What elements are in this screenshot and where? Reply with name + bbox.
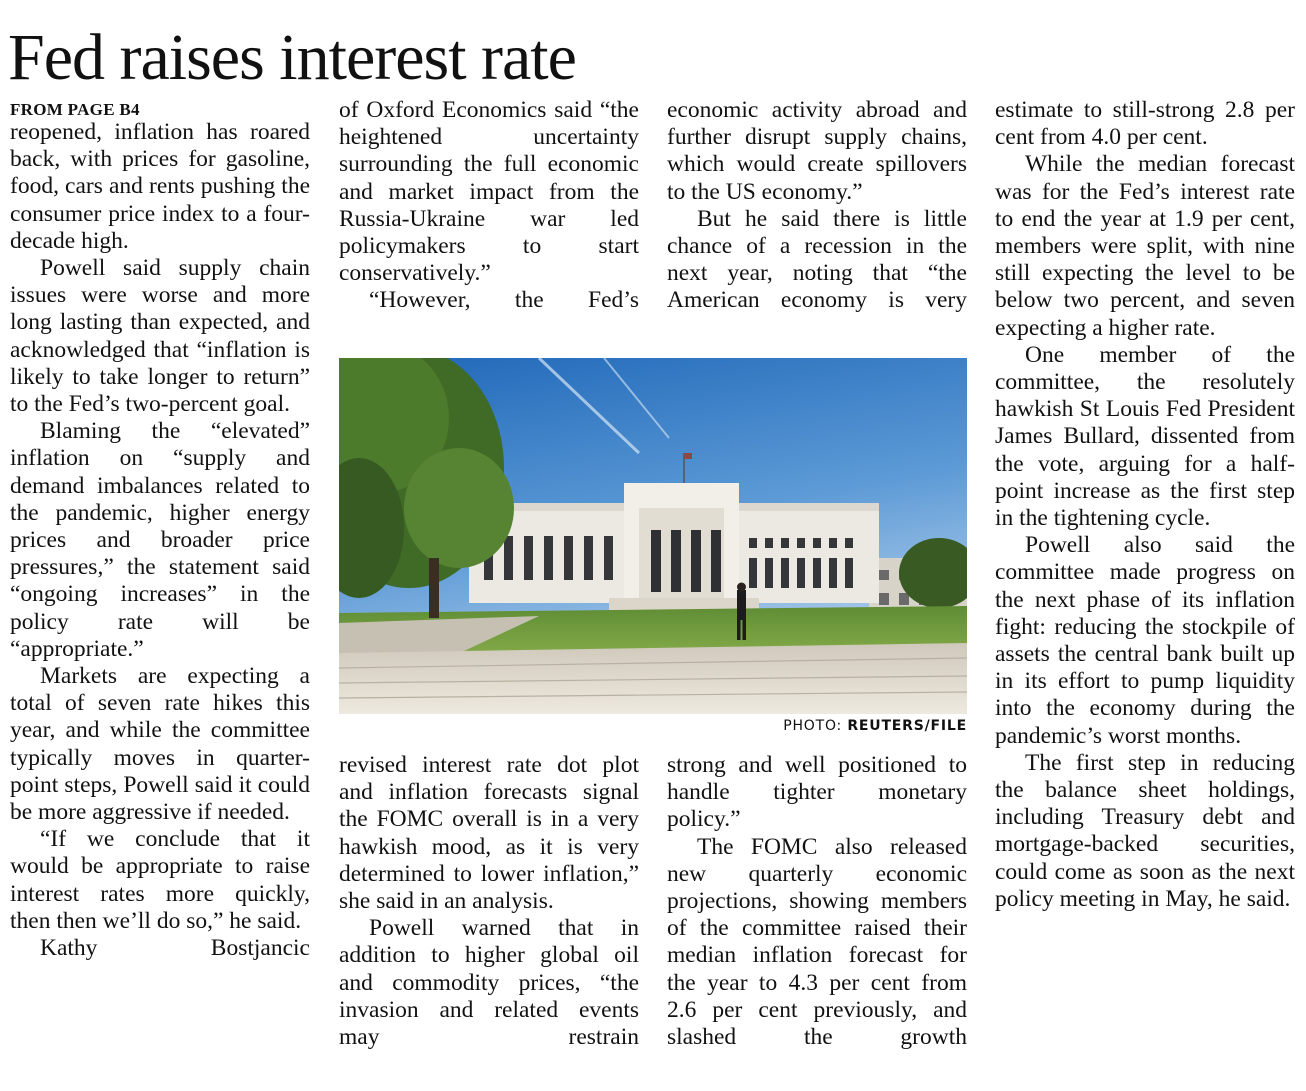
paragraph: “If we conclude that it would be appropriate to raise interest rates more quickly, then then we’ll do so,” he said. <box>10 826 310 934</box>
article-column-2-bottom <box>339 752 639 1087</box>
headline: Fed raises interest rate <box>8 21 576 94</box>
paragraph: Powell said supply chain issues were worse and more long lasting than expected, and acknowledged that “inflation is likely to take longer to return” to the Fed’s two-percent goal. <box>10 255 310 418</box>
photo-credit-prefix: PHOTO: <box>783 718 848 734</box>
paragraph: The first step in reducing the balance sheet holdings, including Treasury debt and mortgage-backed securities, could come as soon as the next policy meeting in May, he said. <box>995 749 1295 912</box>
paragraph: Markets are expecting a total of seven rate hikes this year, and while the committee typically moves in quarter-point steps, Powell said it could be more aggressive if needed. <box>10 663 310 826</box>
paragraph: One member of the committee, the resolutely hawkish St Louis Fed President James Bullard, dissented from the vote, arguing for a half-point increase as the first step in the tightening cycle. <box>995 341 1295 532</box>
article-column-4 <box>995 97 1295 1082</box>
paragraph: Powell also said the committee made progress on the next phase of its inflation fight: reducing the stockpile of assets the central bank built up in its effort to pump liquidity into the economy during the pandemic’s worst months. <box>995 532 1295 749</box>
paragraph: economic activity abroad and further disrupt supply chains, which would create spillovers to the US economy.” <box>667 97 967 205</box>
paragraph: Blaming the “elevated” inflation on “supply and demand imbalances related to the pandemic, higher energy prices and broader price pressures,” the statement said “ongoing increases” in the policy rate will be “appropriate.” <box>10 418 310 662</box>
article-column-3-top <box>667 97 967 347</box>
federal-reserve-building-photo <box>339 358 967 714</box>
paragraph: reopened, inflation has roared back, with prices for gasoline, food, cars and rents pushing the consumer price index to a four-decade high. <box>10 119 310 254</box>
paragraph: strong and well positioned to handle tighter monetary policy.” <box>667 752 967 833</box>
paragraph: Kathy Bostjancic <box>40 935 310 962</box>
paragraph: “However, the Fed’s <box>369 287 639 314</box>
paragraph: of Oxford Economics said “the heightened uncertainty surrounding the full economic and market impact from the Russia-Ukraine war led policymakers to start conservatively.” <box>339 97 639 287</box>
article-column-2-top <box>339 97 639 347</box>
paragraph: Powell warned that in addition to higher global oil and commodity prices, “the invasion and related events may restrain <box>339 915 639 1051</box>
article-column-1 <box>10 100 310 1085</box>
paragraph: While the median forecast was for the Fed’s interest rate to end the year at 1.9 per cent, members were split, with nine still expecting the level to be below two percent, and seven expecting a higher rate. <box>995 151 1295 341</box>
photo-credit <box>339 718 967 734</box>
photo-credit-source: REUTERS/FILE <box>847 718 967 734</box>
article-column-3-bottom <box>667 752 967 1087</box>
paragraph: estimate to still-strong 2.8 per cent from 4.0 per cent. <box>995 97 1295 151</box>
kicker-from-page: FROM PAGE B4 <box>10 100 140 119</box>
paragraph: But he said there is little chance of a recession in the next year, noting that “the American economy is very <box>667 205 967 314</box>
paragraph: revised interest rate dot plot and inflation forecasts signal the FOMC overall is in a very hawkish mood, as it is very determined to lower inflation,” she said in an analysis. <box>339 752 639 915</box>
paragraph: The FOMC also released new quarterly economic projections, showing members of the committee raised their median inflation forecast for the year to 4.3 per cent from 2.6 per cent previously, and slashed the growth <box>667 833 967 1051</box>
